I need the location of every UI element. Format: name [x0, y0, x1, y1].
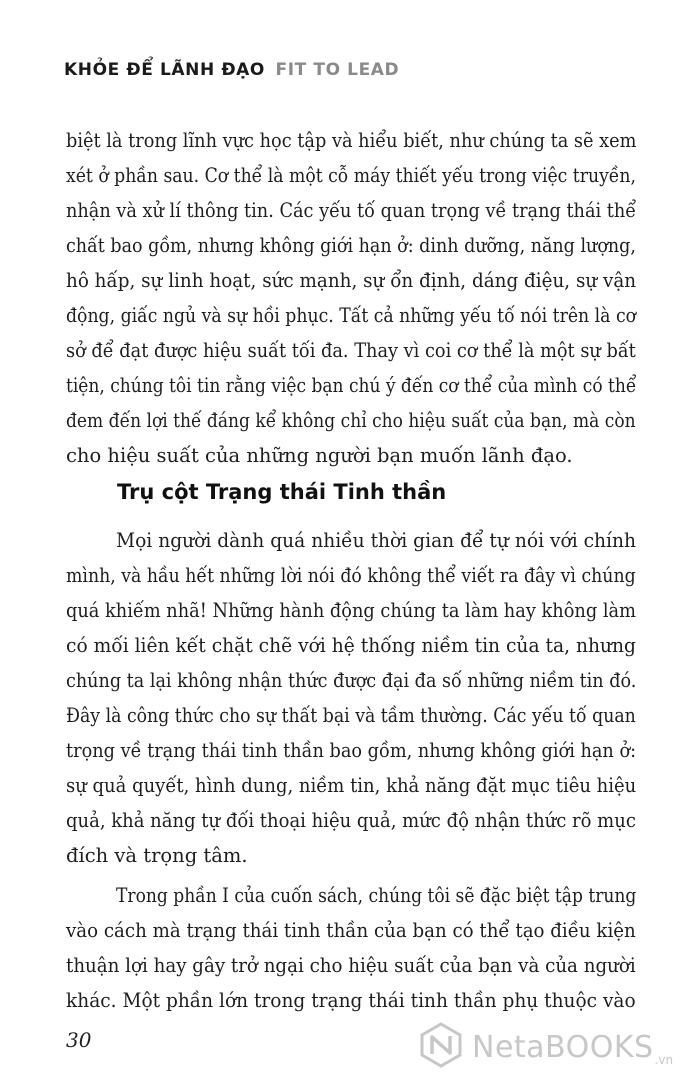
watermark-suffix: .vn: [654, 1053, 674, 1067]
text-line: sự quả quyết, hình dung, niềm tin, khả năng đặt mục tiêu hiệu: [66, 774, 637, 797]
text-line: sở để đạt được hiệu suất tối đa. Thay vì coi cơ thể là một sự bất: [66, 339, 636, 362]
text-line: Mọi người dành quá nhiều thời gian để tự nói với chính: [116, 529, 637, 552]
watermark-text: NetaBOOKS: [472, 1030, 654, 1065]
text-line: quá khiếm nhã! Những hành động chúng ta làm hay không làm: [66, 599, 636, 622]
text-line: Trong phần I của cuốn sách, chúng tôi sẽ đặc biệt tập trung: [116, 884, 637, 907]
text-line: khác. Một phần lớn trong trạng thái tinh thần phụ thuộc vào: [66, 989, 636, 1012]
text-line: tiện, chúng tôi tin rằng việc bạn chú ý đến cơ thể của mình có thể: [66, 374, 637, 397]
running-header: [64, 60, 399, 80]
text-line: xét ở phần sau. Cơ thể là một cỗ máy thiết yếu trong việc truyền,: [66, 164, 636, 187]
text-line: mình, và hầu hết những lời nói đó không thể viết ra đây vì chúng: [66, 564, 636, 587]
text-line: thuận lợi hay gây trở ngại cho hiệu suất của bạn và của người: [66, 954, 636, 977]
text-line: vào cách mà trạng thái tinh thần của bạn có thể tạo điều kiện: [66, 919, 636, 942]
text-line: chúng ta lại không nhận thức được đại đa số những niềm tin đó.: [66, 669, 637, 692]
page-number: 30: [66, 1028, 92, 1052]
text-line: cho hiệu suất của những người bạn muốn lãnh đạo.: [66, 444, 573, 467]
text-line: Đây là công thức cho sự thất bại và tầm thường. Các yếu tố quan: [66, 704, 636, 727]
text-line: đích và trọng tâm.: [66, 844, 248, 867]
section-heading: Trụ cột Trạng thái Tinh thần: [117, 480, 447, 504]
text-line: đem đến lợi thế đáng kể không chỉ cho hiệu suất của bạn, mà còn: [66, 409, 636, 432]
text-line: biệt là trong lĩnh vực học tập và hiểu biết, như chúng ta sẽ xem: [66, 129, 637, 152]
neta-logo-icon: [418, 1022, 464, 1073]
text-line: động, giấc ngủ và sự hồi phục. Tất cả những yếu tố nói trên là cơ: [66, 304, 636, 327]
text-line: nhận và xử lí thông tin. Các yếu tố quan trọng về trạng thái thể: [66, 199, 637, 222]
text-line: quả, khả năng tự đối thoại hiệu quả, mức độ nhận thức rõ mục: [66, 809, 636, 832]
watermark: [418, 1022, 673, 1073]
text-line: hô hấp, sự linh hoạt, sức mạnh, sự ổn định, dáng điệu, sự vận: [66, 269, 637, 292]
text-line: chất bao gồm, nhưng không giới hạn ở: dinh dưỡng, năng lượng,: [66, 234, 636, 257]
text-line: có mối liên kết chặt chẽ với hệ thống niềm tin của ta, nhưng: [66, 634, 636, 657]
header-title-vietnamese: KHỎE ĐỂ LÃNH ĐẠO: [64, 60, 265, 80]
text-line: trọng về trạng thái tinh thần bao gồm, nhưng không giới hạn ở:: [66, 739, 637, 762]
header-title-english: FIT TO LEAD: [275, 60, 400, 80]
